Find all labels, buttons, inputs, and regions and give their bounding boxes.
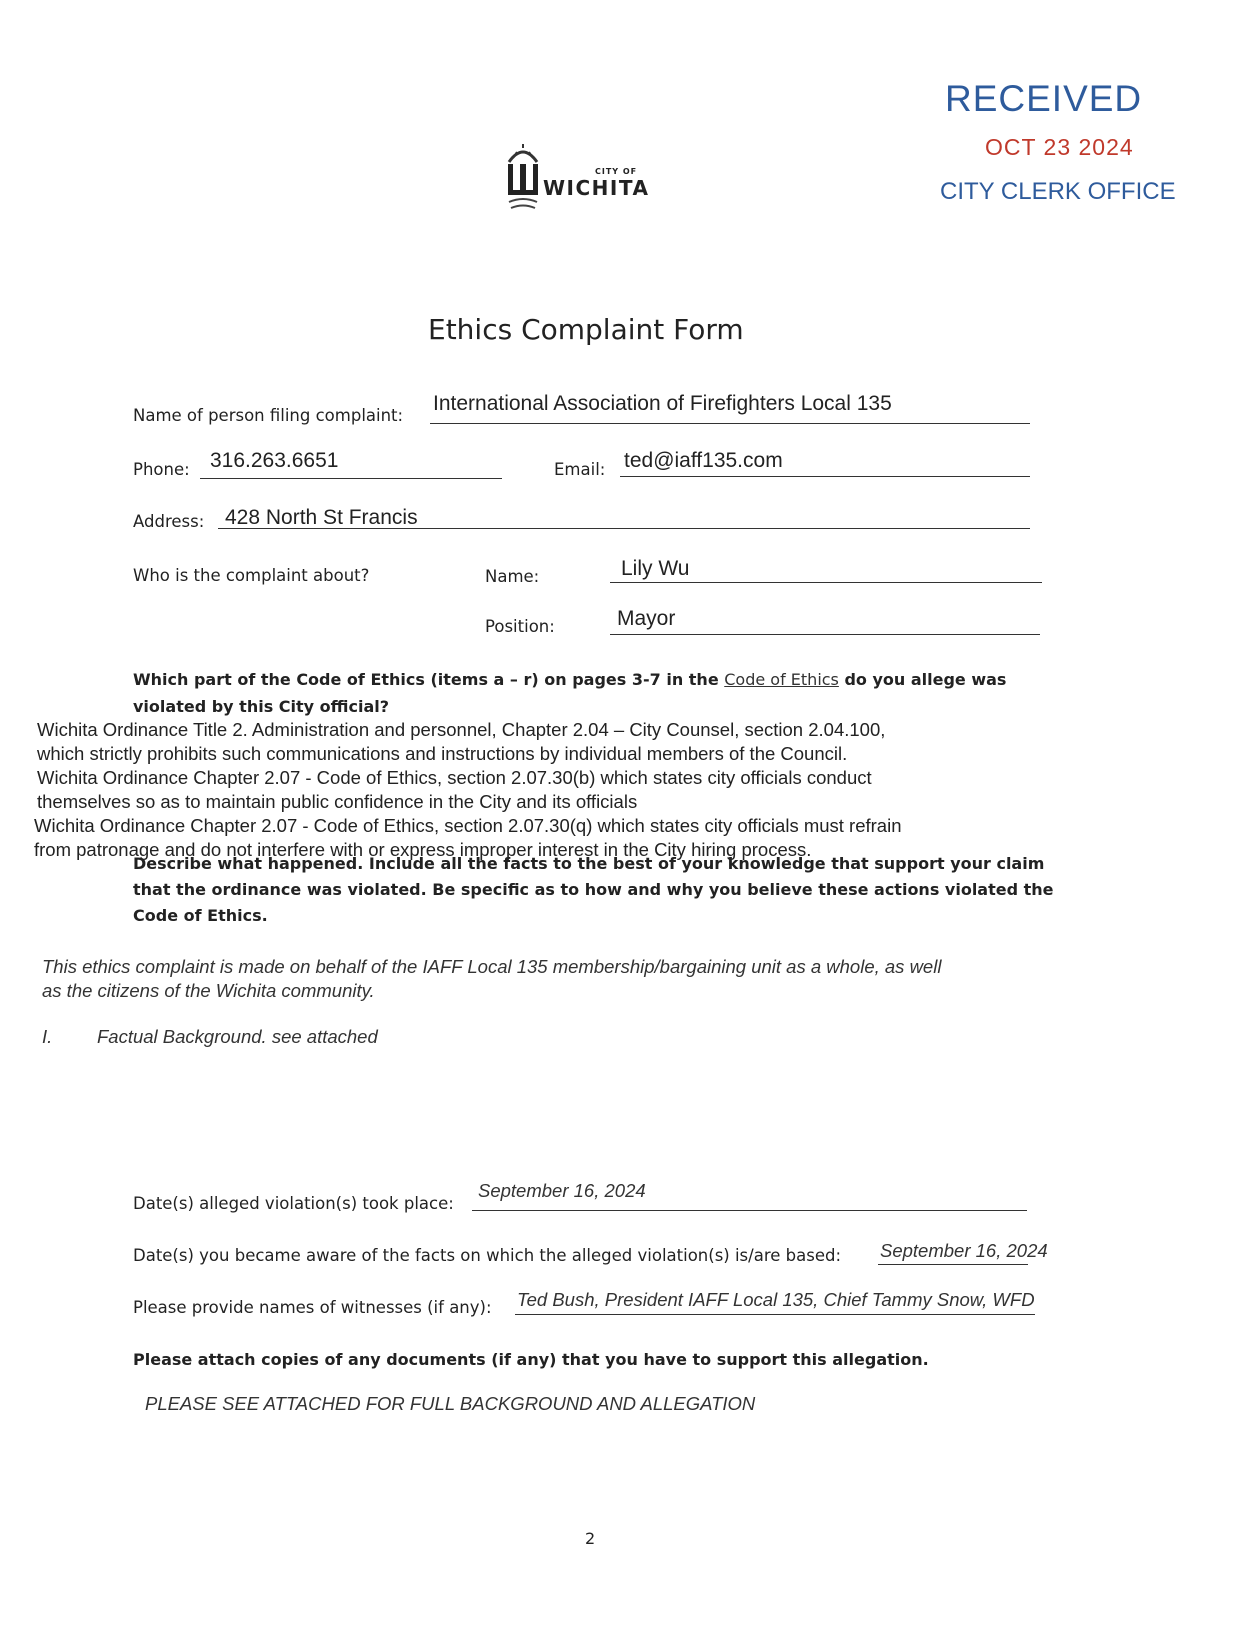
question-text-pre: Which part of the Code of Ethics (items a – r) on pages 3-7 in the — [133, 670, 725, 689]
date-violation-underline — [472, 1210, 1027, 1211]
filer-name-label: Name of person filing complaint: — [133, 406, 404, 425]
date-violation-field[interactable]: September 16, 2024 — [478, 1180, 646, 1201]
logo-city-of: CITY OF — [595, 167, 638, 176]
question-describe-line-1: Describe what happened. Include all the facts to the best of your knowledge that support your claim — [133, 854, 1045, 873]
address-label: Address: — [133, 512, 205, 531]
phone-underline — [200, 478, 502, 479]
page-number: 2 — [585, 1529, 596, 1548]
city-logo — [505, 140, 675, 220]
witnesses-label: Please provide names of witnesses (if any): — [133, 1298, 492, 1317]
code-of-ethics-link[interactable]: Code of Ethics — [724, 670, 839, 689]
statement-line-1: This ethics complaint is made on behalf of the IAFF Local 135 membership/bargaining unit as a whole, as well — [42, 956, 942, 977]
question-text-post: do you allege was — [838, 670, 1007, 689]
answer-ordinance-line-6: from patronage and do not interfere with or express improper interest in the City hiring process. — [34, 839, 812, 860]
attach-documents-label: Please attach copies of any documents (if any) that you have to support this allegation. — [133, 1350, 929, 1369]
filer-name-underline — [430, 423, 1030, 424]
phone-field[interactable]: 316.263.6651 — [210, 449, 339, 472]
attach-note: PLEASE SEE ATTACHED FOR FULL BACKGROUND AND ALLEGATION — [145, 1393, 756, 1414]
date-aware-field[interactable]: September 16, 2024 — [880, 1240, 1048, 1261]
witnesses-underline — [515, 1314, 1035, 1315]
section-factual-background: Factual Background. see attached — [97, 1026, 378, 1047]
statement-line-2: as the citizens of the Wichita community. — [42, 980, 375, 1001]
question-describe-line-2: that the ordinance was violated. Be specific as to how and why you believe these actions violated the — [133, 880, 1054, 899]
email-label: Email: — [554, 460, 606, 479]
answer-ordinance-line-3: Wichita Ordinance Chapter 2.07 - Code of Ethics, section 2.07.30(b) which states city officials conduct — [37, 767, 872, 788]
received-stamp — [940, 78, 1176, 218]
stamp-received: RECEIVED — [945, 78, 1143, 119]
answer-ordinance-line-1: Wichita Ordinance Title 2. Administration and personnel, Chapter 2.04 – City Counsel, section 2.04.100, — [37, 719, 886, 740]
answer-ordinance-line-2: which strictly prohibits such communications and instructions by individual members of the Council. — [37, 743, 848, 764]
position-label: Position: — [485, 617, 555, 636]
address-underline — [218, 528, 1030, 529]
address-field[interactable]: 428 North St Francis — [225, 506, 418, 529]
filer-name-field[interactable]: International Association of Firefighters Local 135 — [433, 392, 892, 415]
subject-name-underline — [610, 582, 1042, 583]
date-aware-underline — [878, 1264, 1028, 1265]
answer-ordinance-line-4: themselves so as to maintain public confidence in the City and its officials — [37, 791, 638, 812]
question-code-of-ethics — [133, 670, 1006, 689]
question-code-line2: violated by this City official? — [133, 697, 390, 716]
subject-label: Who is the complaint about? — [133, 566, 370, 585]
phone-label: Phone: — [133, 460, 190, 479]
subject-name-label: Name: — [485, 567, 540, 586]
position-field[interactable]: Mayor — [617, 607, 676, 630]
email-field[interactable]: ted@iaff135.com — [624, 449, 783, 472]
city-logo-icon — [505, 140, 541, 220]
date-aware-label: Date(s) you became aware of the facts on which the alleged violation(s) is/are based: — [133, 1246, 842, 1265]
stamp-office: CITY CLERK OFFICE — [940, 178, 1176, 205]
position-underline — [610, 634, 1040, 635]
witnesses-field[interactable]: Ted Bush, President IAFF Local 135, Chief Tammy Snow, WFD — [517, 1289, 1035, 1310]
page-title: Ethics Complaint Form — [428, 313, 744, 346]
date-violation-label: Date(s) alleged violation(s) took place: — [133, 1194, 454, 1213]
subject-name-field[interactable]: Lily Wu — [621, 557, 690, 580]
section-number: I. — [42, 1026, 53, 1047]
question-describe-line-3: Code of Ethics. — [133, 906, 268, 925]
logo-wordmark: WICHITA — [543, 176, 650, 200]
answer-ordinance-line-5: Wichita Ordinance Chapter 2.07 - Code of Ethics, section 2.07.30(q) which states city officials must refrain — [34, 815, 902, 836]
email-underline — [620, 476, 1030, 477]
stamp-date: OCT 23 2024 — [985, 134, 1134, 160]
